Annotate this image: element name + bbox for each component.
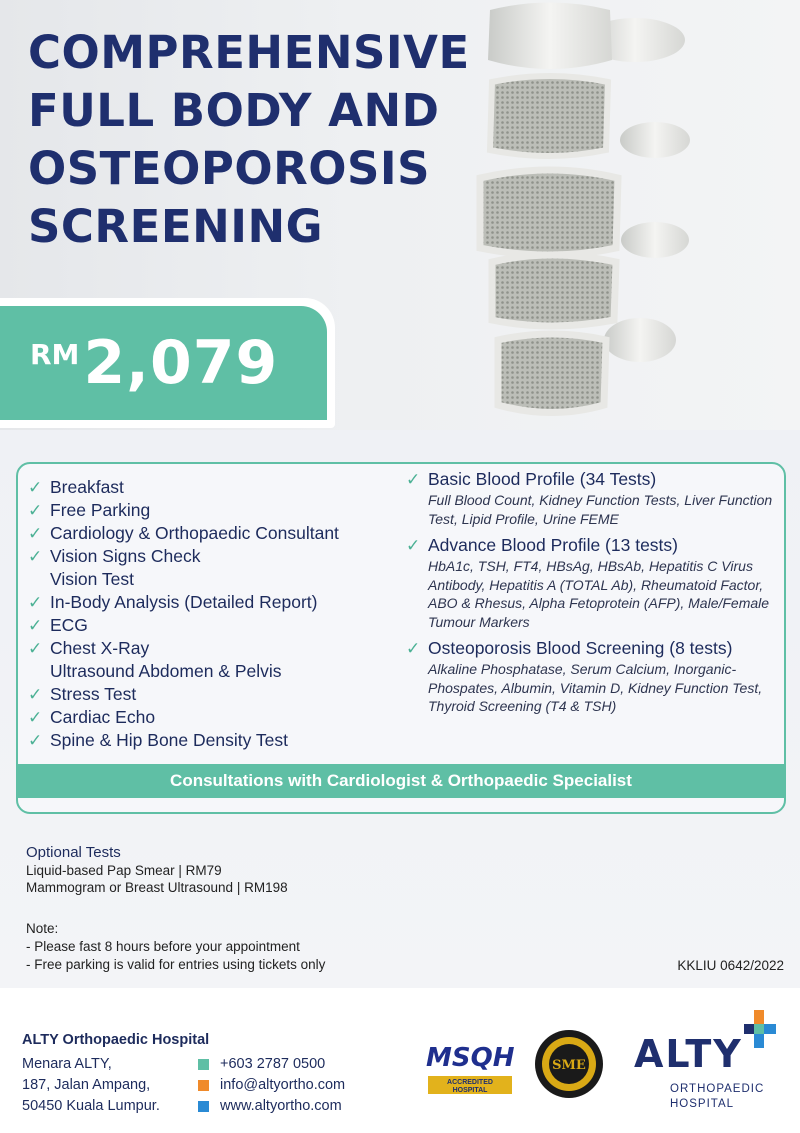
test-title: Advance Blood Profile (13 tests): [428, 535, 678, 555]
hero-section: [0, 0, 800, 430]
check-icon: ✓: [28, 708, 43, 727]
reference-number: KKLIU 0642/2022: [677, 958, 784, 973]
item-label: ECG: [50, 615, 88, 635]
item-label: Chest X-Ray: [50, 638, 150, 658]
msqh-accreditation-logo: [420, 1036, 516, 1098]
alty-cross-icon: [740, 1010, 780, 1050]
title-line-2: FULL BODY AND: [28, 84, 440, 137]
title-line-4: SCREENING: [28, 200, 324, 253]
page-title: [28, 24, 498, 256]
test-detail: HbA1c, TSH, FT4, HBsAg, HBsAb, Hepatitis C Virus Antibody, Hepatitis A (TOTAL Ab), Rheumatoid Factor, ABO & Rhesus, Alpha Fetoprotein (AFP), Male/Female Tumour Markers: [428, 558, 770, 630]
test-title: Osteoporosis Blood Screening (8 tests): [428, 638, 733, 658]
test-title: Basic Blood Profile (34 Tests): [428, 469, 657, 489]
optional-item: Mammogram or Breast Ultrasound | RM198: [26, 880, 288, 895]
title-line-3: OSTEOPOROSIS: [28, 142, 431, 195]
item-label-2: Ultrasound Abdomen & Pelvis: [50, 661, 282, 681]
address-line: 187, Jalan Ampang,: [22, 1077, 151, 1093]
msqh-text: MSQH: [426, 1043, 515, 1073]
list-item: [28, 499, 408, 522]
list-item: [28, 522, 408, 545]
alty-logo: [634, 1010, 784, 1120]
msqh-sub-2: HOSPITAL: [452, 1087, 488, 1094]
test-detail: Full Blood Count, Kidney Function Tests, Liver Function Test, Lipid Profile, Urine FEME: [428, 492, 773, 527]
website-link[interactable]: www.altyortho.com: [220, 1098, 342, 1114]
check-icon: ✓: [406, 470, 421, 489]
address-line: 50450 Kuala Lumpur.: [22, 1098, 160, 1114]
price-panel: [0, 298, 335, 428]
alty-sub-line: ORTHOPAEDIC: [670, 1083, 765, 1095]
list-item: [28, 614, 408, 637]
footer: [0, 988, 800, 1133]
item-label: Cardiac Echo: [50, 707, 156, 727]
list-item: [28, 729, 408, 752]
hospital-name: ALTY Orthopaedic Hospital: [22, 1032, 210, 1048]
check-icon: ✓: [28, 616, 43, 635]
list-item: [406, 637, 776, 716]
check-icon: ✓: [28, 731, 43, 750]
alty-sub-line: HOSPITAL: [670, 1098, 735, 1110]
sme-text: SME: [552, 1058, 586, 1073]
item-label: Spine & Hip Bone Density Test: [50, 730, 289, 750]
optional-tests: [26, 844, 288, 896]
check-icon: ✓: [28, 639, 43, 658]
check-icon: ✓: [28, 501, 43, 520]
check-icon: ✓: [28, 685, 43, 704]
right-blood-tests-list: [406, 468, 776, 722]
item-label: Cardiology & Orthopaedic Consultant: [50, 523, 339, 543]
title-line-1: COMPREHENSIVE: [28, 26, 470, 79]
consultation-banner: Consultations with Cardiologist & Orthopaedic Specialist: [18, 764, 784, 798]
email-link[interactable]: info@altyortho.com: [220, 1077, 346, 1093]
list-item: [406, 534, 776, 631]
package-card: [16, 462, 786, 814]
optional-item: Liquid-based Pap Smear | RM79: [26, 863, 222, 878]
spine-illustration: [440, 0, 700, 430]
item-label-2: Vision Test: [50, 569, 134, 589]
list-item: [28, 683, 408, 706]
msqh-sub-1: ACCREDITED: [447, 1079, 493, 1086]
price-badge: [0, 306, 327, 420]
web-row[interactable]: [198, 1096, 345, 1117]
list-item: [28, 591, 408, 614]
hospital-address: [22, 1054, 160, 1117]
list-item: [28, 637, 408, 683]
address-line: Menara ALTY,: [22, 1056, 112, 1072]
phone-number[interactable]: +603 2787 0500: [220, 1056, 326, 1072]
list-item: [28, 545, 408, 591]
web-icon: [198, 1101, 209, 1112]
note-heading: Note:: [26, 921, 59, 936]
check-icon: ✓: [28, 547, 43, 566]
list-item: [406, 468, 776, 528]
note-item: - Please fast 8 hours before your appointment: [26, 939, 300, 954]
phone-row[interactable]: [198, 1054, 345, 1075]
note-item: - Free parking is valid for entries using tickets only: [26, 957, 326, 972]
check-icon: ✓: [28, 478, 43, 497]
check-icon: ✓: [406, 536, 421, 555]
left-included-list: [28, 476, 408, 752]
item-label: In-Body Analysis (Detailed Report): [50, 592, 318, 612]
contact-list: [198, 1054, 345, 1117]
item-label: Free Parking: [50, 500, 151, 520]
optional-heading: Optional Tests: [26, 844, 121, 861]
alty-subtitle: [670, 1082, 764, 1112]
email-icon: [198, 1080, 209, 1091]
item-label: Vision Signs Check: [50, 546, 201, 566]
phone-icon: [198, 1059, 209, 1070]
sme-award-seal: [533, 1028, 605, 1100]
list-item: [28, 476, 408, 499]
check-icon: ✓: [406, 639, 421, 658]
item-label: Stress Test: [50, 684, 137, 704]
list-item: [28, 706, 408, 729]
email-row[interactable]: [198, 1075, 345, 1096]
check-icon: ✓: [28, 593, 43, 612]
price-currency: RM: [30, 338, 80, 371]
notes: [26, 920, 325, 974]
check-icon: ✓: [28, 524, 43, 543]
price-amount: 2,079: [83, 328, 279, 398]
test-detail: Alkaline Phosphatase, Serum Calcium, Inorganic-Phospates, Albumin, Vitamin D, Kidney Function Test, Thyroid Screening (T4 & TSH): [428, 661, 763, 714]
alty-wordmark: ALTY: [634, 1032, 743, 1076]
item-label: Breakfast: [50, 477, 124, 497]
